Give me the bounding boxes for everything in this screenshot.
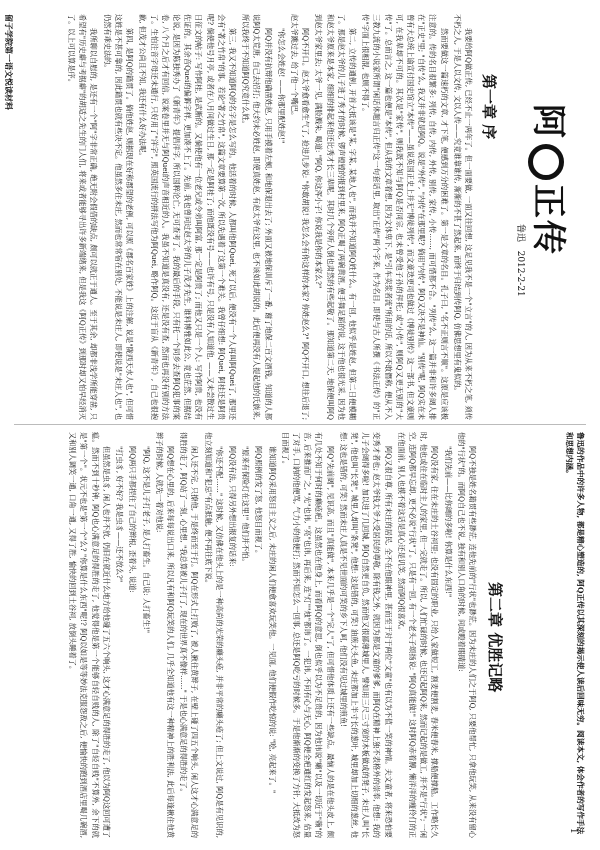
chapter1-paragraph: 阿Q并没有抗辩他确凿姓赵, 只用手摸着左颊, 和地保退出去了; 外面又被地保训斥了一番, 谢了地保二百文酒钱。知道的人都说阿Q太荒唐, 自己去招打; 他大约未必姓赵, 即使真姓赵, 有赵太爷在这里, 也不该如此胡说的。此后便再没有人提起他的氏族来, 所以我终于不知道阿Q究竟什么姓。 xyxy=(241,14,273,420)
chapter2-paragraph: "原来有保险灯在这里!" 他们并不怕。 xyxy=(241,446,251,566)
chapter2-paragraph: 阿Q又很自尊, 所有未庄的居民, 全不在他眼神里, 甚而至于对于两位"文童"也有以为不值一笑的神情。夫文童者, 将来恐怕要变秀才者也; 赵太爷钱太爷大受居民的尊敬, 除有钱之外, 就因为都是文童的爹爹, 而阿Q在精神上独不表格外的崇奉, 他想: 我的儿子会阔得多啦! 加以进了几回城, 阿Q自然更自负, 然而他又很鄙薄城里人, 譬如用三尺三寸宽的木板做成的凳子, 未庄人叫"长凳", 他也叫"长凳", 城里人却叫"条凳", 他想: 这是错的, 可笑! 油煎大头鱼, 未庄都加上半寸长的葱叶, 城里却加上切细的葱丝, 他想: 这也是错的, 可笑! 然而未庄人真是不见世面的可笑的乡下人呵, 他们没有见过城里的煎鱼! xyxy=(338,432,393,838)
title-suffix: 正传 xyxy=(528,184,568,256)
right-column xyxy=(14,432,586,838)
chapter2-paragraph: 阿Q没有家, 住在未庄的土谷祠里; 也没有固定的职业, 只给人家做短工, 割麦便割麦, 舂米便舂米, 撑船便撑船。工作略长久时, 他也或住在临时主人的家里, 但一完就走了。所以, 人们忙碌的时候, 也还记起阿Q来, 然而记起的是做工, 并不是"行状"; 一闲空, 连阿Q都早忘却, 更不必说"行状"了。只是有一回, 有一个老头子颂扬说: "阿Q真能做!" 这时阿Q赤着膊, 懒洋洋的瘦伶仃的正在他面前, 别人也摸不着这话是真心还是讥笑, 然而阿Q很喜欢。 xyxy=(396,432,440,838)
title-q-circle-icon xyxy=(529,144,565,180)
chapter2-body xyxy=(48,432,478,838)
chapter1-title: 第一章 序 xyxy=(480,74,498,140)
chapter1-paragraph: 第三, 我又不知道阿Q的名字是怎么写的。他活着的时候, 人都叫他阿Quei, 死了以后, 便没有一个人再叫阿Quei了, 那里还会有"著之竹帛"的事。若论"著之竹帛", 这篇文章要算第一次, 所以先遇着了这第一个难关。我曾仔细想: 阿Quei, 阿桂还是阿贵呢? 倘使他号月亭, 或者在八月间做过生日, 那一定是阿桂了; 而他既没有号——也许有号, 只是没有人知道他, ——又未尝散过生日征文的帖子: 写作阿桂, 是武断的。又倘使他有一位老兄或令弟叫阿富, 那一定是阿贵了; 而他又只是一个人: 写作阿贵, 也没有佐证的。其余音Quei的偏僻字样, 更加凑不上了。先前, 我也曾问过赵太爷的儿子茂才先生, 谁料博雅如此公, 竟也茫然, 但据结论说, 是因为陈独秀办了《新青年》提倡洋字, 所以国粹沦亡, 无可查考了。我的最后的手段, 只有托一个同乡去查阿Q犯事的案卷, 八个月之后才有回信, 说案卷里并无与阿Quei的声音相近的人。我虽不知道是真没有, 还是没有查, 然而也再没有别的方法了。生怕注音字母还未通行, 只好用了"洋字", 照英国流行的拼法写他为阿Quei, 略作阿Q。这近于盲从《新青年》, 自己也很抱歉, 但茂才公尚且不知, 我还有什么好办法呢。 xyxy=(138,14,237,420)
chapter1-paragraph: 第二, 立传的通例, 开首大抵该是"某, 字某, 某地人也", 而我并不知道阿Q姓什么。有一回, 他似乎是姓赵, 但第二日便模糊了。那是赵太爷的儿子进了秀才的时候, 锣声镗镗的报到村里来, 阿Q正喝了两碗黄酒, 便手舞足蹈的说, 这于他也很光采, 因为他和赵太爷原来是本家, 细细的排起来他还比秀才长三辈呢。其时几个旁听人倒也肃然的有些起敬了。那知道第二天, 地保便叫阿Q到赵太爷家里去; 太爷一见, 满脸溅朱, 喝道: "阿Q, 你这浑小子! 你说我是你的本家么?" xyxy=(314,14,357,420)
chapter1-paragraph: 我要给阿Q做正传, 已经不止一两年了。但一面要做, 一面又往回想, 这足见我不是一个"立言"的人, 因为从来不朽之笔, 须传不朽之人, 于是人以文传, 文以人传——究竟谁靠谁传, 渐渐的不甚了然起来, 而终于归结到传阿Q, 仿佛思想里有鬼似的。 xyxy=(452,14,473,420)
chapter1-paragraph: 我所聊以自慰的, 是还有一个"阿"字非常正确, 绝无附会假借的缺点, 颇可以就正于通人。至于其余, 却都非浅学所能穿凿, 只希望有"历史癖与考据癖"的胡适之先生的门人们, 将来或者能够寻出许多新端绪来, 但是我这《阿Q正传》到那时却又怕早经消灭了。以上可以算是序。 xyxy=(67,14,99,420)
chapter2-paragraph: "阿Q, 这不是儿子打老子, 是人打畜生。自己说: 人打畜生!" xyxy=(141,446,151,634)
chapter1-paragraph: 第四, 是阿Q的籍贯了。倘他姓赵, 则据现在好称郡望的老例, 可以照《郡名百家姓》上的注解, 说是"陇西天水人也", 但可惜这姓是不甚可靠的, 因此籍贯也就有些决不定。他虽然多住未庄, 然而也常常宿在别处, 不能说是未庄人, 即使说是"未庄人也", 也仍然有乖史法的。 xyxy=(102,14,135,420)
chapter1-paragraph: "你怎么会姓赵! ——你那里配姓赵!" xyxy=(276,28,286,144)
header-intro: 鲁迅的作品中的许多人物, 都是精心塑造的, 阿Q正传以其深刻的揭示使人读后回味无穷。阅读本文, 体会作者的写作手法和思想内涵。 xyxy=(565,432,585,835)
chapter2-paragraph: "我们先前——比你阔的多啦! 你算是什么东西!" xyxy=(443,446,453,598)
chapter2-paragraph: 谁知道阿Q采用怒目主义之后, 未庄的闲人们便愈喜欢玩笑他。一见面, 他们便假作吃惊的说: "哙, 亮起来了。" xyxy=(267,446,277,794)
chapter1-paragraph: 然而要做这一篇速朽的文章, 才下笔, 便感到万分的困难了。第一是文章的名目。孔子曰, "名不正则言不顺"。这原是应该极注意的。传的名目很繁多: 列传, 自传, 内传, 外传, 别传, 家传, 小传……, 而可惜都不合。"列传"么, 这一篇并非和许多阔人排在"正史"里; "自传"么, 我又并非就是阿Q。说是"外传", "内传"在那里呢? 倘用"内传", 阿Q又决不是神仙。"别传"呢, 阿Q实在未曾有大总统上谕宣付国史馆立"本传"——虽说英国正史上并无"博徒列传", 而文豪迭更司也做过《博徒别传》这一部书, 但文豪则可, 在我辈却不可的。其次是"家传", 则我既不知与阿Q是否同宗, 也未曾受他子孙的拜托; 或"小传", 则阿Q又更无别的"大传"了。总而言之, 这一篇也便是"本传", 但从我的文章着想, 因为文体卑下, 是"引车卖浆者流"所用的话, 所以不敢僭称, 便从不入三教九流的小说家所谓"闲话休题言归正传"这一句套话里, 取出"正传"两个字来, 作为名目, 即使与古人所撰《书法正传》的"正传"字面上很相混, 也顾不得了。 xyxy=(361,14,449,420)
date: 2012-2-21 xyxy=(515,250,525,297)
chapter1-body xyxy=(14,14,474,420)
chapter2-paragraph: 但虽然是虫豸, 闲人也并不放, 仍旧在就近什么地方给他碰了五六个响头, 这才心满意足的得胜的走了, 他以为阿Q这回可遭了瘟。然而不到十秒钟, 阿Q也心满意足的得胜的走了, 他觉得他是第一个能够自轻自贱的人, 除了"自轻自贱"不算外, 余下的就是"第一个"。状元不也是"第一个"么? "你算是什么东西"呢!? 阿Q以如是等等妙法克服怨敌之后, 便愉快的跑到酒店里喝几碗酒, 又和别人调笑一通, 口角一通, 又得了胜, 愉快的回到土谷祠, 放倒头睡着了。 xyxy=(68,432,111,838)
chapter2-paragraph: 闲人还不完, 只撩他, 于是终而至于打。阿Q在形式上打败了, 被人揪住黄辫子, 在壁上碰了四五个响头, 闲人这才心满意足的得胜的走了, 阿Q站了一刻, 心里想, "我总算被儿子打了, 现在的世界真不像样……" 于是也心满意足的得胜的走了。 xyxy=(179,432,200,838)
article-title xyxy=(527,104,576,256)
chapter2-paragraph: 阿Q两只手都捏住了自己的辫根, 歪着头, 说道: xyxy=(128,446,138,593)
title-prefix: 阿 xyxy=(528,104,568,140)
left-column xyxy=(14,14,586,420)
chapter2-paragraph: 阿Q照例的发了怒, 他怒目而视了。 xyxy=(254,446,264,558)
chapter2-paragraph: 阿Q"先前阔", 见识高, 而且"真能做", 本来几乎是一个"完人"了, 但可惜他体质上还有一些缺点。最恼人的是在他头皮上, 颇有几处不知于何时的癞疮疤。这虽然也在他身上, 而看阿Q的意思, 倒也似乎以为不足贵的, 因为他讳说"癞"以及一切近于"赖"的音, 后来推而广之, "光"也讳, "亮"也讳, 再后来, 连"灯""烛"都讳了。一犯讳, 不问有心与无心, 阿Q便全疤通红的发起怒来, 估量了对手, 口讷的他便骂, 气力小的他便打; 然而不知怎么一回事, 总还是阿Q吃亏的时候多。于是他渐渐的变换了方针, 大抵改为怒目而视了。 xyxy=(280,432,335,838)
author: 鲁迅 xyxy=(515,224,525,243)
footer-label: 留子学院第一语文悦读材料 xyxy=(4,14,13,110)
chapter2-paragraph: 阿Q不独是姓名籍贯有些渺茫, 连他先前的"行状"也渺茫。因为未庄的人们之于阿Q, 只要他帮忙, 只拿他玩笑, 从来没有留心他的"行状"的。而阿Q自己也不说, 独有和别人口角的时候, 间或瞪着眼睛道: xyxy=(456,432,477,838)
column-divider xyxy=(14,424,586,425)
chapter2-paragraph: "打虫豸, 好不好? 我是虫豸——还不放么?" xyxy=(115,446,125,583)
chapter2-title: 第二章 优胜记略 xyxy=(486,582,504,693)
chapter1-paragraph: 阿Q不开口。赵太爷愈看愈生气了, 抢进几步说: "你敢胡说! 我怎么会有你这样的本家? 你姓赵么?" 阿Q不开口, 想往后退了; 赵太爷跳过去, 给了他一个嘴巴。 xyxy=(289,14,311,420)
byline xyxy=(515,224,528,297)
page-number: 1 xyxy=(568,828,578,834)
chapter2-paragraph: 阿Q想在心里的, 后来每每说出口来, 所以凡有和阿Q玩笑的人们, 几乎全知道他有这一种精神上的胜利法, 此后每逢揪住他黄辫子的时候, 人就先一着对他说: xyxy=(154,432,175,838)
chapter2-paragraph: 阿Q没有法, 只得另外想出报复的话来: xyxy=(227,446,237,567)
chapter2-paragraph: "你还不配……" 这时候, 又仿佛在他头上的是一种高尚的光荣的癞头疮, 并非平常的癞头疮了; 但上文说过, 阿Q是有见识的, 他立刻知道和"犯忌"有点抵触, 便不再往底下说。 xyxy=(203,432,224,838)
